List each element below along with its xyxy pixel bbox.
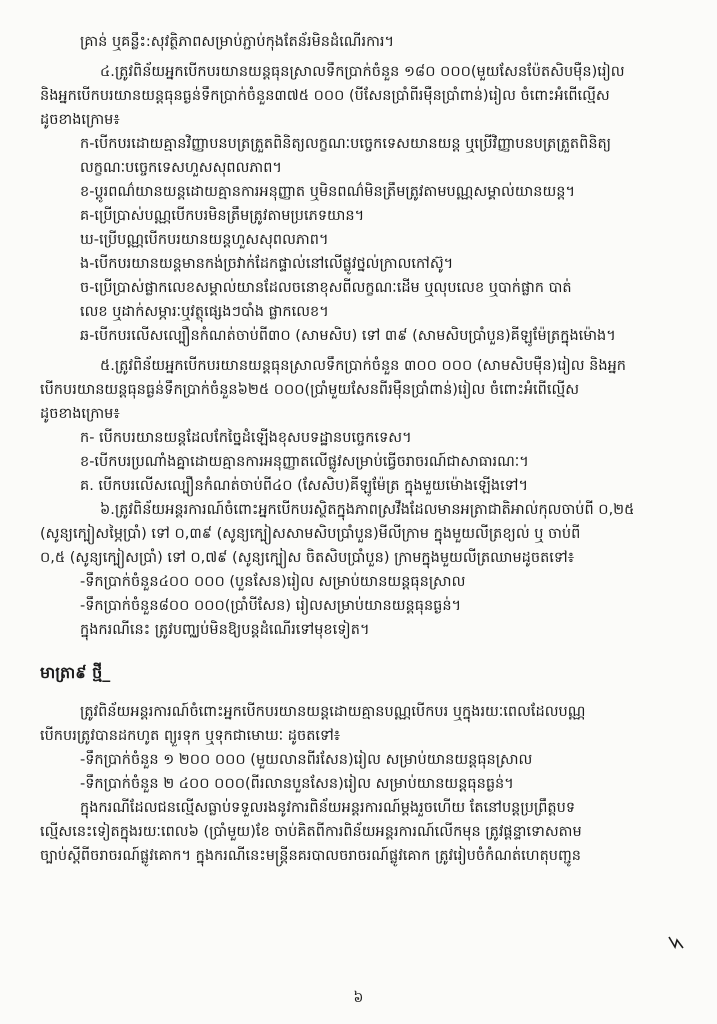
text-line: -ទឹកប្រាក់ចំនួន ២ ៤០០ ០០០(ពីរលានបួនសែន)រៀល សម្រាប់យានយន្តធុនធ្ងន់។ bbox=[80, 776, 514, 792]
text-line: -ទឹកប្រាក់ចំនួន៤០០ ០០០ (បួនសែន)រៀល សម្រាប់យានយន្តធុនស្រាល bbox=[80, 574, 466, 590]
text-line: គ. បើកបរលើសល្បឿនកំណត់ចាប់ពី៤០ (សែសិប)គីឡូម៉ែត្រ ក្នុងមួយម៉ោងឡើងទៅ។ bbox=[80, 478, 529, 494]
text-line: បើកបរយានយន្តធុនធ្ងន់ទឹកប្រាក់ចំនួន៦២៥ ០០០(ប្រាំមួយសែនពីរម៉ឺនប្រាំពាន់)រៀល ចំពោះអំពើល្មើស bbox=[40, 382, 580, 398]
text-line: -ទឹកប្រាក់ចំនួន៨០០ ០០០(ប្រាំបីសែន) រៀលសម្រាប់យានយន្តធុនធ្ងន់។ bbox=[80, 598, 462, 614]
clause-5 bbox=[40, 354, 669, 498]
text-line: ខ-ប្តូរពណ៌យានយន្តដោយគ្មានការអនុញ្ញាត ឬមិនពណ៌មិនត្រឹមត្រូវតាមបណ្ណសម្គាល់យានយន្ត។ bbox=[80, 184, 576, 200]
text-line: ក្នុងករណីដែលជនល្មើសធ្លាប់ទទួលរងនូវការពិន័យអន្តរការណ៍ម្តងរួចហើយ តែនៅបន្តប្រព្រឹត្តបទ bbox=[80, 800, 576, 816]
text-line: ៤.ត្រូវពិន័យអ្នកបើកបរយានយន្តធុនស្រាលទឹកប្រាក់ចំនួន ១៨០ ០០០(មួយសែនប៉ែតសិបម៉ឺន)រៀល bbox=[100, 64, 625, 80]
text-line: ឃ-ប្រើបណ្ណបើកបរយានយន្តហួសសុពលភាព។ bbox=[80, 232, 329, 248]
text-line: -ទឹកប្រាក់ចំនួន ១ ២០០ ០០០ (មួយលានពីរសែន)រៀល សម្រាប់យានយន្តធុនស្រាល bbox=[80, 752, 533, 768]
text-line: ខ-បើកបរប្រណាំងគ្នាដោយគ្មានការអនុញ្ញាតលើផ្លូវសម្រាប់ធ្វើចរាចរណ៍ជាសាធារណៈ។ bbox=[80, 454, 529, 470]
clause-4 bbox=[40, 60, 669, 348]
clause-6 bbox=[40, 498, 669, 642]
text-line: ក- បើកបរយានយន្តដែលកែច្នៃដំឡើងខុសបទដ្ឋានបច្ចេកទេស។ bbox=[80, 430, 412, 446]
article-body bbox=[40, 700, 669, 868]
text-line: និងអ្នកបើកបរយានយន្តធុនធ្ងន់ទឹកប្រាក់ចំនួន៣៧៥ ០០០ (បីសែនប្រាំពីរម៉ឺនប្រាំពាន់)រៀល ចំពោះអំពើល្មើស bbox=[40, 88, 610, 104]
text-line: ង-បើកបរយានយន្តមានកង់ច្រវាក់ដែកផ្ទាល់នៅលើផ្លូវថ្នល់ក្រាលកៅស៊ូ។ bbox=[80, 256, 454, 272]
text-line: បើកបរត្រូវបានដកហូត ព្យួរទុក ឬទុកជាមោឃៈ ដូចតទៅ៖ bbox=[40, 728, 341, 744]
text-line: ច្បាប់ស្តីពីចរាចរណ៍ផ្លូវគោក។ ក្នុងករណីនេះមន្ត្រីនគរបាលចរាចរណ៍ផ្លូវគោក ត្រូវរៀបចំកំណត់ហេតុបញ្ជូន bbox=[40, 848, 582, 864]
text-line: ក-បើកបរដោយគ្មានវិញ្ញាបនបត្រត្រួតពិនិត្យលក្ខណៈបច្ចេកទេសយានយន្ត ឬប្រើវិញ្ញាបនបត្រត្រួតពិនិត្យ bbox=[80, 136, 612, 152]
text-line: ឆ-បើកបរលើសល្បឿនកំណត់ចាប់ពី៣០ (សាមសិប) ទៅ ៣៩ (សាមសិបប្រាំបួន)គីឡូម៉ែត្រក្នុងម៉ោង។ bbox=[80, 328, 616, 344]
text-line: ច-ប្រើប្រាស់ផ្លាកលេខសម្គាល់យានដែលចនោខុសពីលក្ខណៈដើម ឬលុបលេខ ឬបាក់ផ្លាក បាត់ bbox=[80, 280, 572, 296]
text-line: ០,៥ (សូន្យក្បៀសប្រាំ) ទៅ ០,៧៩ (សូន្យក្បៀស ចិតសិបប្រាំបួន) ក្រាមក្នុងមួយលីត្រឈាមដូចតទៅ៖ bbox=[40, 550, 575, 566]
signature-mark-icon bbox=[667, 934, 685, 954]
text-line: គ្រាន់ ឬគន្លឹះ:សុវត្ថិភាពសម្រាប់ភ្ជាប់កុងតែន័រមិនដំណើរការ។ bbox=[80, 34, 395, 50]
text-line: ៥.ត្រូវពិន័យអ្នកបើកបរយានយន្តធុនស្រាលទឹកប្រាក់ចំនួន ៣០០ ០០០ (សាមសិបម៉ឺន)រៀល និងអ្នក bbox=[100, 358, 627, 374]
page-number: ៦ bbox=[353, 990, 364, 1006]
text-line: ដូចខាងក្រោម៖ bbox=[40, 112, 120, 128]
text-line: ត្រូវពិន័យអន្តរការណ៍ចំពោះអ្នកបើកបរយានយន្តដោយគ្មានបណ្ណបើកបរ ឬក្នុងរយៈពេលដែលបណ្ណ bbox=[80, 704, 586, 720]
text-line: (សូន្យក្បៀសម្ភៃប្រាំ) ទៅ ០,៣៩ (សូន្យក្បៀសសាមសិបប្រាំបួន)មីលីក្រាម ក្នុងមួយលីត្រខ្យល់ ឬ ចាប់ពី bbox=[40, 526, 581, 542]
text-line: លេខ ឬដាក់សម្ភារៈឬវត្ថុផ្សេងៗបាំង ផ្លាកលេខ។ bbox=[80, 304, 329, 320]
text-line: ៦.ត្រូវពិន័យអន្តរការណ៍ចំពោះអ្នកបើកបរស្ថិតក្នុងភាពស្រវឹងដែលមានអត្រាជាតិអាល់កុលចាប់ពី ០,២៥ bbox=[100, 502, 635, 518]
text-line: ល្មើសនេះទៀតក្នុងរយៈពេល៦ (ប្រាំមួយ)ខែ ចាប់គិតពីការពិន័យអន្តរការណ៍លើកមុន ត្រូវផ្តន្ទាទោសតាម bbox=[40, 824, 582, 840]
article-heading: មាត្រា៩ ថ្មី_ bbox=[40, 663, 111, 682]
text-line: ដូចខាងក្រោម៖ bbox=[40, 406, 120, 422]
text-line: ក្នុងករណីនេះ ត្រូវបញ្ឈប់មិនឱ្យបន្តដំណើរទៅមុខទៀត។ bbox=[80, 622, 370, 638]
text-line: លក្ខណៈបច្ចេកទេសហួសសុពលភាព។ bbox=[80, 160, 282, 176]
text-line: គ-ប្រើប្រាស់បណ្ណបើកបរមិនត្រឹមត្រូវតាមប្រភេទយាន។ bbox=[80, 208, 365, 224]
